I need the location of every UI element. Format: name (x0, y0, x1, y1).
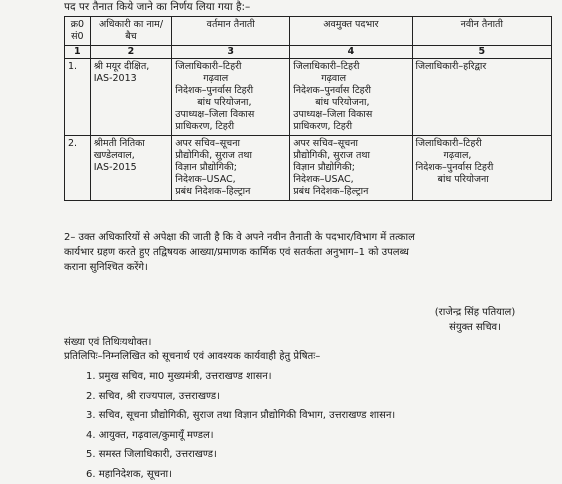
col-number: 4 (290, 46, 412, 59)
current-posting-line: उपाध्यक्ष–जिला विकास (175, 109, 286, 121)
relieved-charge-line: बांध परियोजना, (293, 97, 408, 109)
relieved-charge-line: प्रबंध निदेशक–हिल्ट्रान (293, 186, 408, 198)
current-posting-line: अपर सचिव–सूचना (175, 138, 286, 150)
relieved-charge-line: प्रौद्योगिकी, सुराज तथा (293, 150, 408, 162)
officer-batch: IAS-2013 (94, 73, 169, 85)
paragraph-line: कराना सुनिश्चित करेंगे। (64, 260, 552, 275)
list-item: 1. प्रमुख सचिव, मा0 मुख्यमंत्री, उत्तराखण्ड शासन। (86, 367, 395, 387)
relieved-charge-line: अपर सचिव–सूचना (293, 138, 408, 150)
officer-name: श्री मयूर दीक्षित, (94, 61, 169, 73)
col-number: 3 (172, 46, 290, 59)
signatory-designation: संयुक्त सचिव। (400, 320, 550, 335)
paragraph-line: कार्यभार ग्रहण करते हुए तद्विषयक आख्या/प्रमाणक कार्मिक एवं सतर्कता अनुभाग–1 को उपलब्ध (64, 245, 552, 260)
list-item: 3. सचिव, सूचना प्रौद्योगिकी, सुराज तथा विज्ञान प्रौद्योगिकी विभाग, उत्तराखण्ड शासन। (86, 406, 395, 426)
officer-name: खण्डेलवाल, (94, 150, 169, 162)
relieved-charge-cell (290, 136, 412, 201)
header-new-posting: नवीन तैनाती (412, 17, 551, 46)
reference-block (64, 336, 320, 364)
table-row (65, 59, 552, 136)
current-posting-line: गढ़वाल (175, 73, 286, 85)
relieved-charge-line: विज्ञान प्रौद्योगिकी; (293, 162, 408, 174)
copy-to-line: प्रतिलिपिः–निम्नलिखित को सूचनार्थ एवं आवश्यक कार्यवाही हेतु प्रेषितः– (64, 350, 320, 364)
current-posting-line: निदेशक–पुनर्वास टिहरी (175, 85, 286, 97)
serial-number: 2. (65, 136, 91, 201)
paragraph-line: 2– उक्त अधिकारियों से अपेक्षा की जाती है कि वे अपने नवीन तैनाती के पदभार/विभाग में तत्काल (64, 230, 552, 245)
current-posting-line: बांध परियोजना, (175, 97, 286, 109)
current-posting-line: प्रौद्योगिकी, सुराज तथा (175, 150, 286, 162)
list-item: 5. समस्त जिलाधिकारी, उत्तराखण्ड। (86, 445, 395, 465)
relieved-charge-line: निदेशक–USAC, (293, 174, 408, 186)
current-posting-line: जिलाधिकारी–टिहरी (175, 61, 286, 73)
header-serial: क्र0 सं0 (65, 17, 91, 46)
relieved-charge-line: प्राधिकरण, टिहरी (293, 121, 408, 133)
current-posting-line: निदेशक–USAC, (175, 174, 286, 186)
relieved-charge-line: निदेशक–पुनर्वास टिहरी (293, 85, 408, 97)
signature-block (400, 305, 550, 335)
col-number: 5 (412, 46, 551, 59)
header-officer: अधिकारी का नाम/बैच (90, 17, 172, 46)
current-posting-cell (172, 136, 290, 201)
new-posting-line: गढ़वाल, (416, 150, 548, 162)
signatory-name: (राजेन्द्र सिंह पतियाल) (400, 305, 550, 320)
list-item: 6. महानिदेशक, सूचना। (86, 465, 395, 484)
relieved-charge-line: जिलाधिकारी–टिहरी (293, 61, 408, 73)
relieved-charge-line: उपाध्यक्ष–जिला विकास (293, 109, 408, 121)
new-posting-cell (412, 59, 551, 136)
table-header-row (65, 17, 552, 46)
list-item: 2. सचिव, श्री राज्यपाल, उत्तराखण्ड। (86, 387, 395, 407)
new-posting-cell (412, 136, 551, 201)
transfer-table (64, 16, 552, 201)
current-posting-line: विज्ञान प्रौद्योगिकी; (175, 162, 286, 174)
new-posting-line: जिलाधिकारी–टिहरी (416, 138, 548, 150)
col-number: 1 (65, 46, 91, 59)
header-current-posting: वर्तमान तैनाती (172, 17, 290, 46)
serial-number: 1. (65, 59, 91, 136)
column-number-row (65, 46, 552, 59)
officer-name-cell (90, 136, 172, 201)
new-posting-line: बांध परियोजना (416, 174, 548, 186)
relieved-charge-cell (290, 59, 412, 136)
header-relieved-charge: अवमुक्त पदभार (290, 17, 412, 46)
current-posting-line: प्रबंध निदेशक–हिल्ट्रान (175, 186, 286, 198)
number-date-line: संख्या एवं तिथिःयथोक्त। (64, 336, 320, 350)
current-posting-cell (172, 59, 290, 136)
current-posting-line: प्राधिकरण, टिहरी (175, 121, 286, 133)
list-item: 4. आयुक्त, गढ़वाल/कुमायूँ मण्डल। (86, 426, 395, 446)
new-posting-line: निदेशक–पुनर्वास टिहरी (416, 162, 548, 174)
intro-line: पद पर तैनात किये जाने का निर्णय लिया गया है:– (64, 0, 250, 14)
relieved-charge-line: गढ़वाल (293, 73, 408, 85)
officer-batch: IAS-2015 (94, 162, 169, 174)
new-posting-line: जिलाधिकारी–हरिद्वार (416, 61, 548, 73)
col-number: 2 (90, 46, 172, 59)
officer-name-cell (90, 59, 172, 136)
instruction-paragraph (64, 230, 552, 275)
table-row (65, 136, 552, 201)
officer-name: श्रीमती नितिका (94, 138, 169, 150)
recipient-list (86, 367, 395, 484)
